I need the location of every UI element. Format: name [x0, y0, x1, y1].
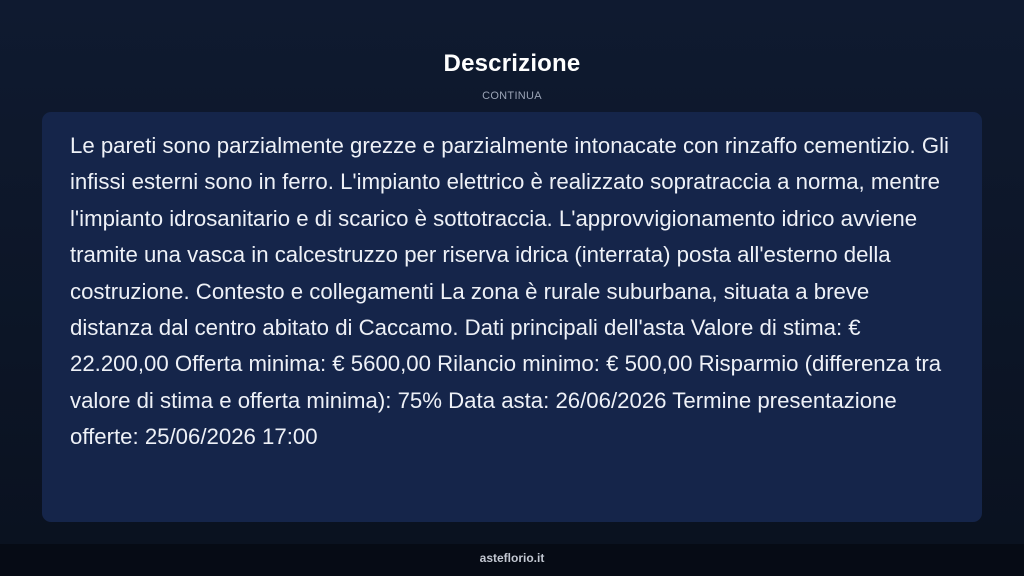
page-title: Descrizione [443, 50, 581, 77]
footer-site-name: asteflorio.it [479, 551, 545, 565]
continue-label: CONTINUA [482, 90, 542, 102]
description-text: Le pareti sono parzialmente grezze e parzialmente intonacate con rinzaffo cementizio. Gli infissi esterni sono in ferro. L'impianto elettrico è realizzato sopratraccia a norma, mentre l'impianto idrosanitario e di scarico è sottotraccia. L'approvvigionamento idrico avviene tramite una vasca in calcestruzzo per riserva idrica (interrata) posta all'esterno della costruzione. Contesto e collegamenti La zona è rurale suburbana, situata a breve distanza dal centro abitato di Caccamo. Dati principali dell'asta Valore di stima: € 22.200,00 Offerta minima: € 5600,00 Rilancio minimo: € 500,00 Risparmio (differenza tra valore di stima e offerta minima): 75% Data asta: 26/06/2026 Termine presentazione offerte: 25/06/2026 17:00 [70, 133, 949, 450]
description-card [42, 112, 982, 522]
